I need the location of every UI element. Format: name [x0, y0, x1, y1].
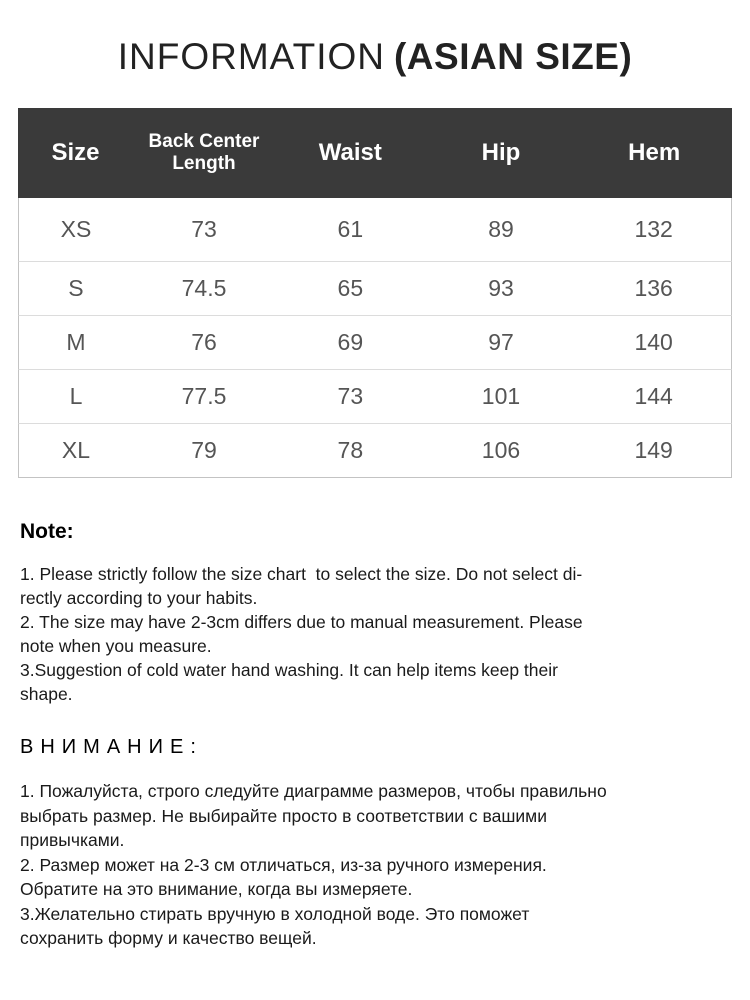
col-header-back-center-length [133, 108, 275, 198]
cell-back-center-length: 73 [133, 198, 275, 262]
table-row-l [18, 370, 732, 424]
cell-waist: 69 [275, 316, 426, 370]
note-ru-line: привычками. [20, 830, 125, 850]
notes-section [0, 520, 750, 951]
col-header-hip: Hip [426, 108, 577, 198]
col-header-waist: Waist [275, 108, 426, 198]
cell-back-center-length: 74.5 [133, 262, 275, 316]
note-en-line: 1. Please strictly follow the size chart to select the size. Do not select di- [20, 564, 583, 584]
cell-hip: 106 [426, 424, 577, 478]
cell-size: XL [18, 424, 133, 478]
cell-waist: 73 [275, 370, 426, 424]
note-en-line: note when you measure. [20, 636, 212, 656]
size-information-page [0, 36, 750, 1000]
table-row-m [18, 316, 732, 370]
cell-hip: 97 [426, 316, 577, 370]
header-row [18, 108, 732, 198]
cell-back-center-length: 79 [133, 424, 275, 478]
cell-size: L [18, 370, 133, 424]
cell-hip: 89 [426, 198, 577, 262]
table-row-xl [18, 424, 732, 478]
cell-hem: 140 [576, 316, 732, 370]
table-row-xs [18, 198, 732, 262]
note-ru-line: 2. Размер может на 2-3 см отличаться, из-за ручного измерения. [20, 854, 547, 875]
size-chart-table [18, 108, 732, 478]
note-ru-line: 3.Желательно стирать вручную в холодной воде. Это поможет [20, 903, 530, 924]
page-title [0, 36, 750, 78]
note-ru-line: 1. Пожалуйста, строго следуйте диаграмме размеров, чтобы правильно [20, 781, 607, 801]
cell-hem: 144 [576, 370, 732, 424]
cell-waist: 61 [275, 198, 426, 262]
cell-waist: 65 [275, 262, 426, 316]
page-title-regular: INFORMATION [117, 36, 385, 77]
page-title-bold: (ASIAN SIZE) [393, 36, 633, 77]
col-header-size: Size [18, 108, 133, 198]
cell-size: XS [18, 198, 133, 262]
cell-back-center-length: 76 [133, 316, 275, 370]
note-en-line: 3.Suggestion of cold water hand washing. It can help items keep their [20, 660, 558, 680]
col-header-back-center-line1: Back Center [148, 131, 260, 153]
cell-hip: 93 [426, 262, 577, 316]
col-header-back-center-line2: Length [172, 153, 236, 174]
note-ru-line: выбрать размер. Не выбирайте просто в соответствии с вашими [20, 805, 547, 826]
cell-waist: 78 [275, 424, 426, 478]
note-en-line: rectly according to your habits. [20, 588, 258, 608]
cell-back-center-length: 77.5 [133, 370, 275, 424]
note-body-russian [20, 779, 730, 951]
cell-size: S [18, 262, 133, 316]
cell-hem: 136 [576, 262, 732, 316]
note-heading-russian: ВНИМАНИЕ: [20, 736, 203, 758]
size-chart-header [18, 108, 732, 198]
note-ru-line: сохранить форму и качество вещей. [20, 928, 317, 948]
cell-hem: 149 [576, 424, 732, 478]
note-heading-english: Note: [20, 520, 74, 543]
cell-hip: 101 [426, 370, 577, 424]
col-header-hem: Hem [576, 108, 732, 198]
table-row-s [18, 262, 732, 316]
note-body-english [20, 562, 730, 706]
size-chart-body [18, 198, 732, 478]
cell-size: M [18, 316, 133, 370]
cell-hem: 132 [576, 198, 732, 262]
note-en-line: 2. The size may have 2-3cm differs due to manual measurement. Please [20, 612, 583, 632]
note-ru-line: Обратите на это внимание, когда вы измеряете. [20, 879, 413, 899]
note-en-line: shape. [20, 684, 73, 704]
